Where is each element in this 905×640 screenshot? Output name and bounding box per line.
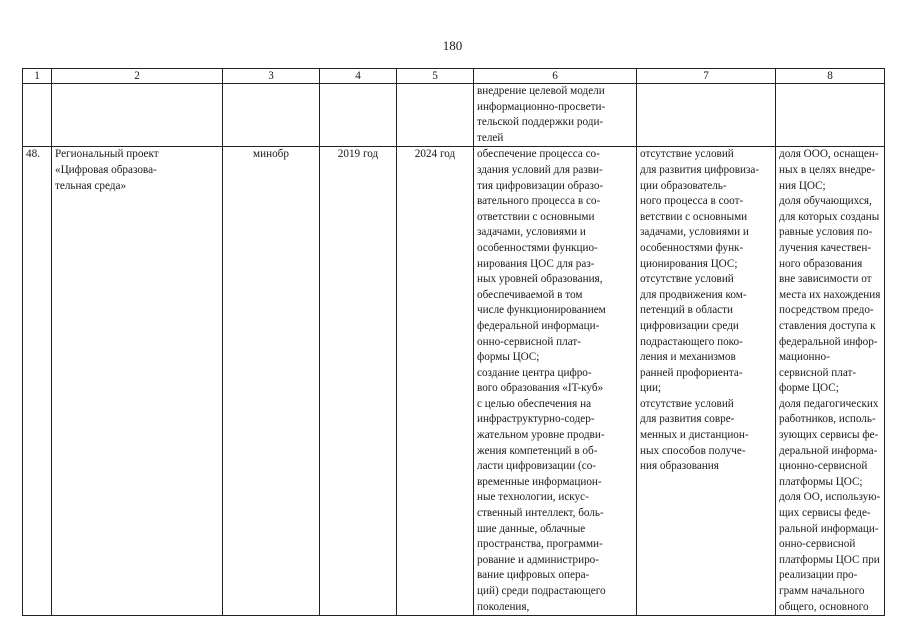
program-table (22, 68, 885, 616)
continued-row (23, 84, 885, 147)
problems-cell: отсутствие условий для развития цифровиза- ции образователь- ного процесса в соот- ветствии с основными задачами, условиями и особенностями функ- ционирования ЦОС; отсутствие условий для продвижения ком- петенций в области цифровизации среди подрастающего поко- ления и механизмов ранней профориента- ции; отсутствие условий для развития совре- менных и дистанцион- ных способов получе- ния образования (637, 147, 776, 616)
column-number-cell: 2 (52, 69, 223, 84)
empty-cell (637, 84, 776, 147)
empty-cell (776, 84, 885, 147)
empty-cell (223, 84, 320, 147)
executor-cell: минобр (223, 147, 320, 616)
column-number-row (23, 69, 885, 84)
end-year-cell: 2024 год (397, 147, 474, 616)
column-number-cell: 5 (397, 69, 474, 84)
empty-cell (397, 84, 474, 147)
column-number-cell: 1 (23, 69, 52, 84)
project-name-cell: Региональный проект «Цифровая образова- тельная среда» (52, 147, 223, 616)
column-number-cell: 8 (776, 69, 885, 84)
measures-cell: обеспечение процесса со- здания условий для разви- тия цифровизации образо- вательного процесса в со- ответствии с основными задачами, условиями и особенностями функцио- нирования ЦОС для раз- ных уровней образования, обеспечиваемой в том числе функционированием федеральной информаци- онно-сервисной плат- формы ЦОС; создание центра цифро- вого образования «IT-куб» с целью обеспечения на инфраструктурно-содер- жательном уровне продви- жения компетенций в об- ласти цифровизации (со- временные информацион- ные технологии, искус- ственный интеллект, боль- шие данные, облачные пространства, программи- рование и администриро- вание цифровых опера- ций) среди подрастающего поколения, (474, 147, 637, 616)
empty-cell (23, 84, 52, 147)
row-number-cell: 48. (23, 147, 52, 616)
continued-measures-cell: внедрение целевой модели информационно-просвети- тельской поддержки роди- телей (474, 84, 637, 147)
start-year-cell: 2019 год (320, 147, 397, 616)
column-number-cell: 6 (474, 69, 637, 84)
column-number-cell: 7 (637, 69, 776, 84)
page-number: 180 (442, 38, 463, 53)
table-row (23, 147, 885, 616)
indicators-cell: доля ООО, оснащен- ных в целях внедре- ния ЦОС; доля обучающихся, для которых созданы равные условия по- лучения качествен- ного образования вне зависимости от места их нахождения посредством предо- ставления доступа к федеральной инфор- мационно- сервисной плат- форме ЦОС; доля педагогических работников, исполь- зующих сервисы фе- деральной информа- ционно-сервисной платформы ЦОС; доля ОО, использую- щих сервисы феде- ральной информаци- онно-сервисной платформы ЦОС при реализации про- грамм начального общего, основного (776, 147, 885, 616)
column-number-cell: 4 (320, 69, 397, 84)
empty-cell (52, 84, 223, 147)
column-number-cell: 3 (223, 69, 320, 84)
empty-cell (320, 84, 397, 147)
